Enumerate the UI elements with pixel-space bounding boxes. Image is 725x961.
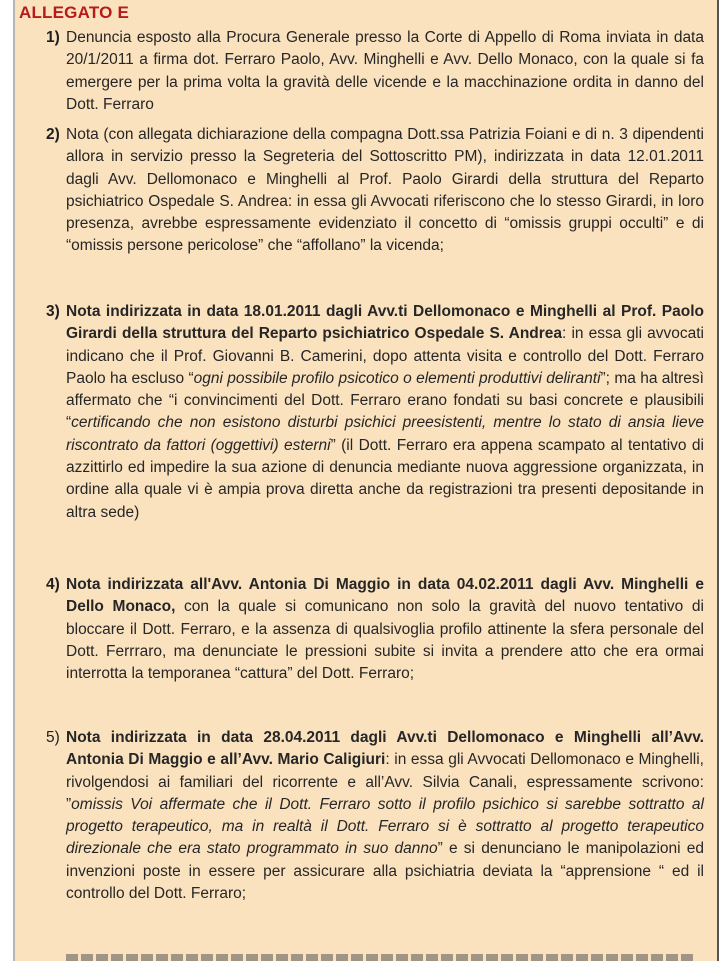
item-number: 1) — [46, 29, 60, 46]
item-text-bold: Nota indirizzata all'Avv. Antonia Di Maggio in data 04.02.2011 dagli Avv. Minghelli e Dello Monaco, — [66, 576, 704, 616]
item-text-run: Nota (con allegata dichiarazione della compagna Dott.ssa Patrizia Foiani e di n. 3 dipendenti allora in servizio presso la Segreteria del Sottoscritto PM), indirizzata in data 12.01.2011 dagli Avv. Dellomonaco e Minghelli al Prof. Paolo Girardi della struttura del Reparto psichiatrico Ospedale S. Andrea: in essa gli Avvocati riferiscono che lo stesso Girardi, in loro presenza, avrebbe espressamente evidenziato il concetto di “omissis gruppi occulti” e di “omissis persone pericolose” che “affollano” la vicenda; — [66, 126, 704, 255]
next-item-cutoff — [66, 954, 696, 961]
document-heading: ALLEGATO E — [19, 3, 129, 22]
item-text-run: con la quale si comunicano non solo la gravità del nuovo tentativo di bloccare il Dott. Ferraro, e la assenza di qualsivoglia profilo attinente la sfera personale del Dott. Ferrraro, ma denunciate le pressioni subite si invita a prendere atto che era ormai interrotta la temporanea “cattura” del Dott. Ferraro; — [66, 598, 704, 683]
item-number: 2) — [46, 126, 60, 143]
item-text-run: ”; ma ha altresì affermato che “i convincimenti del Dott. Ferraro erano fondati su basi concrete e plausibili “ — [66, 369, 704, 432]
item-text-quote: certificando che non esistono disturbi psichici preesistenti, mentre lo stato di ansia lieve riscontrato da fattori (oggettivi) esterni — [66, 414, 704, 454]
item-text — [66, 27, 704, 116]
item-text — [66, 727, 704, 905]
page-left-border — [13, 0, 15, 961]
item-text-run: : in essa gli Avvocati Dellomonaco e Minghelli, rivolgendosi ai familiari del ricorrente e all’Avv. Silvia Canali, espressamente scrivono: ” — [66, 751, 704, 813]
item-number: 3) — [46, 303, 60, 320]
item-text-quote: omissis Voi affermate che il Dott. Ferraro sotto il profilo psichico si sarebbe sottratto al progetto terapeutico, ma in realtà il Dott. Ferraro si è sottratto al progetto terapeutico direzionale che era stato programmato in suo danno — [66, 795, 704, 858]
item-text — [66, 124, 704, 258]
item-number: 4) — [46, 576, 60, 593]
item-text-bold: Nota indirizzata in data 18.01.2011 dagli Avv.ti Dellomonaco e Minghelli al Prof. Paolo Girardi della struttura del Reparto psichiatrico Ospedale S. Andrea — [66, 303, 704, 343]
item-text-bold: Nota indirizzata in data 28.04.2011 dagli Avv.ti Dellomonaco e Minghelli all’Avv. Antonia Di Maggio e all’Avv. Mario Caligiuri — [66, 729, 704, 769]
item-text-run: ” (il Dott. Ferraro era appena scampato al tentativo di azzittirlo ed impedire la sua azione di denuncia mediante nuova aggressione organizzata, in ordine alla quale vi è ampia prova diretta anche da registrazioni tra presenti depositande in altra sede) — [66, 436, 704, 521]
item-number: 5) — [46, 729, 60, 746]
item-text-run: : in essa gli avvocati indicano che il Prof. Giovanni B. Camerini, dopo attenta visita e controllo del Dott. Ferraro Paolo ha escluso “ — [66, 325, 704, 387]
item-text-run: Denuncia esposto alla Procura Generale presso la Corte di Appello di Roma inviata in data 20/1/2011 a firma dot. Ferraro Paolo, Avv. Minghelli e Avv. Dello Monaco, con la quale si fa emergere per la prima volta la gravità delle vicende e la macchinazione ordita in danno del Dott. Ferraro — [66, 29, 704, 113]
item-text — [66, 301, 704, 524]
item-text — [66, 574, 704, 685]
item-text-quote: ogni possibile profilo psicotico o elementi produttivi deliranti — [193, 369, 601, 387]
scrollbar-track[interactable] — [717, 0, 719, 961]
item-text-run: ” e si denunciano le manipolazioni ed invenzioni poste in essere per assicurare alla psichiatria deviata la “apprensione “ ed il controllo del Dott. Ferraro; — [66, 840, 705, 903]
